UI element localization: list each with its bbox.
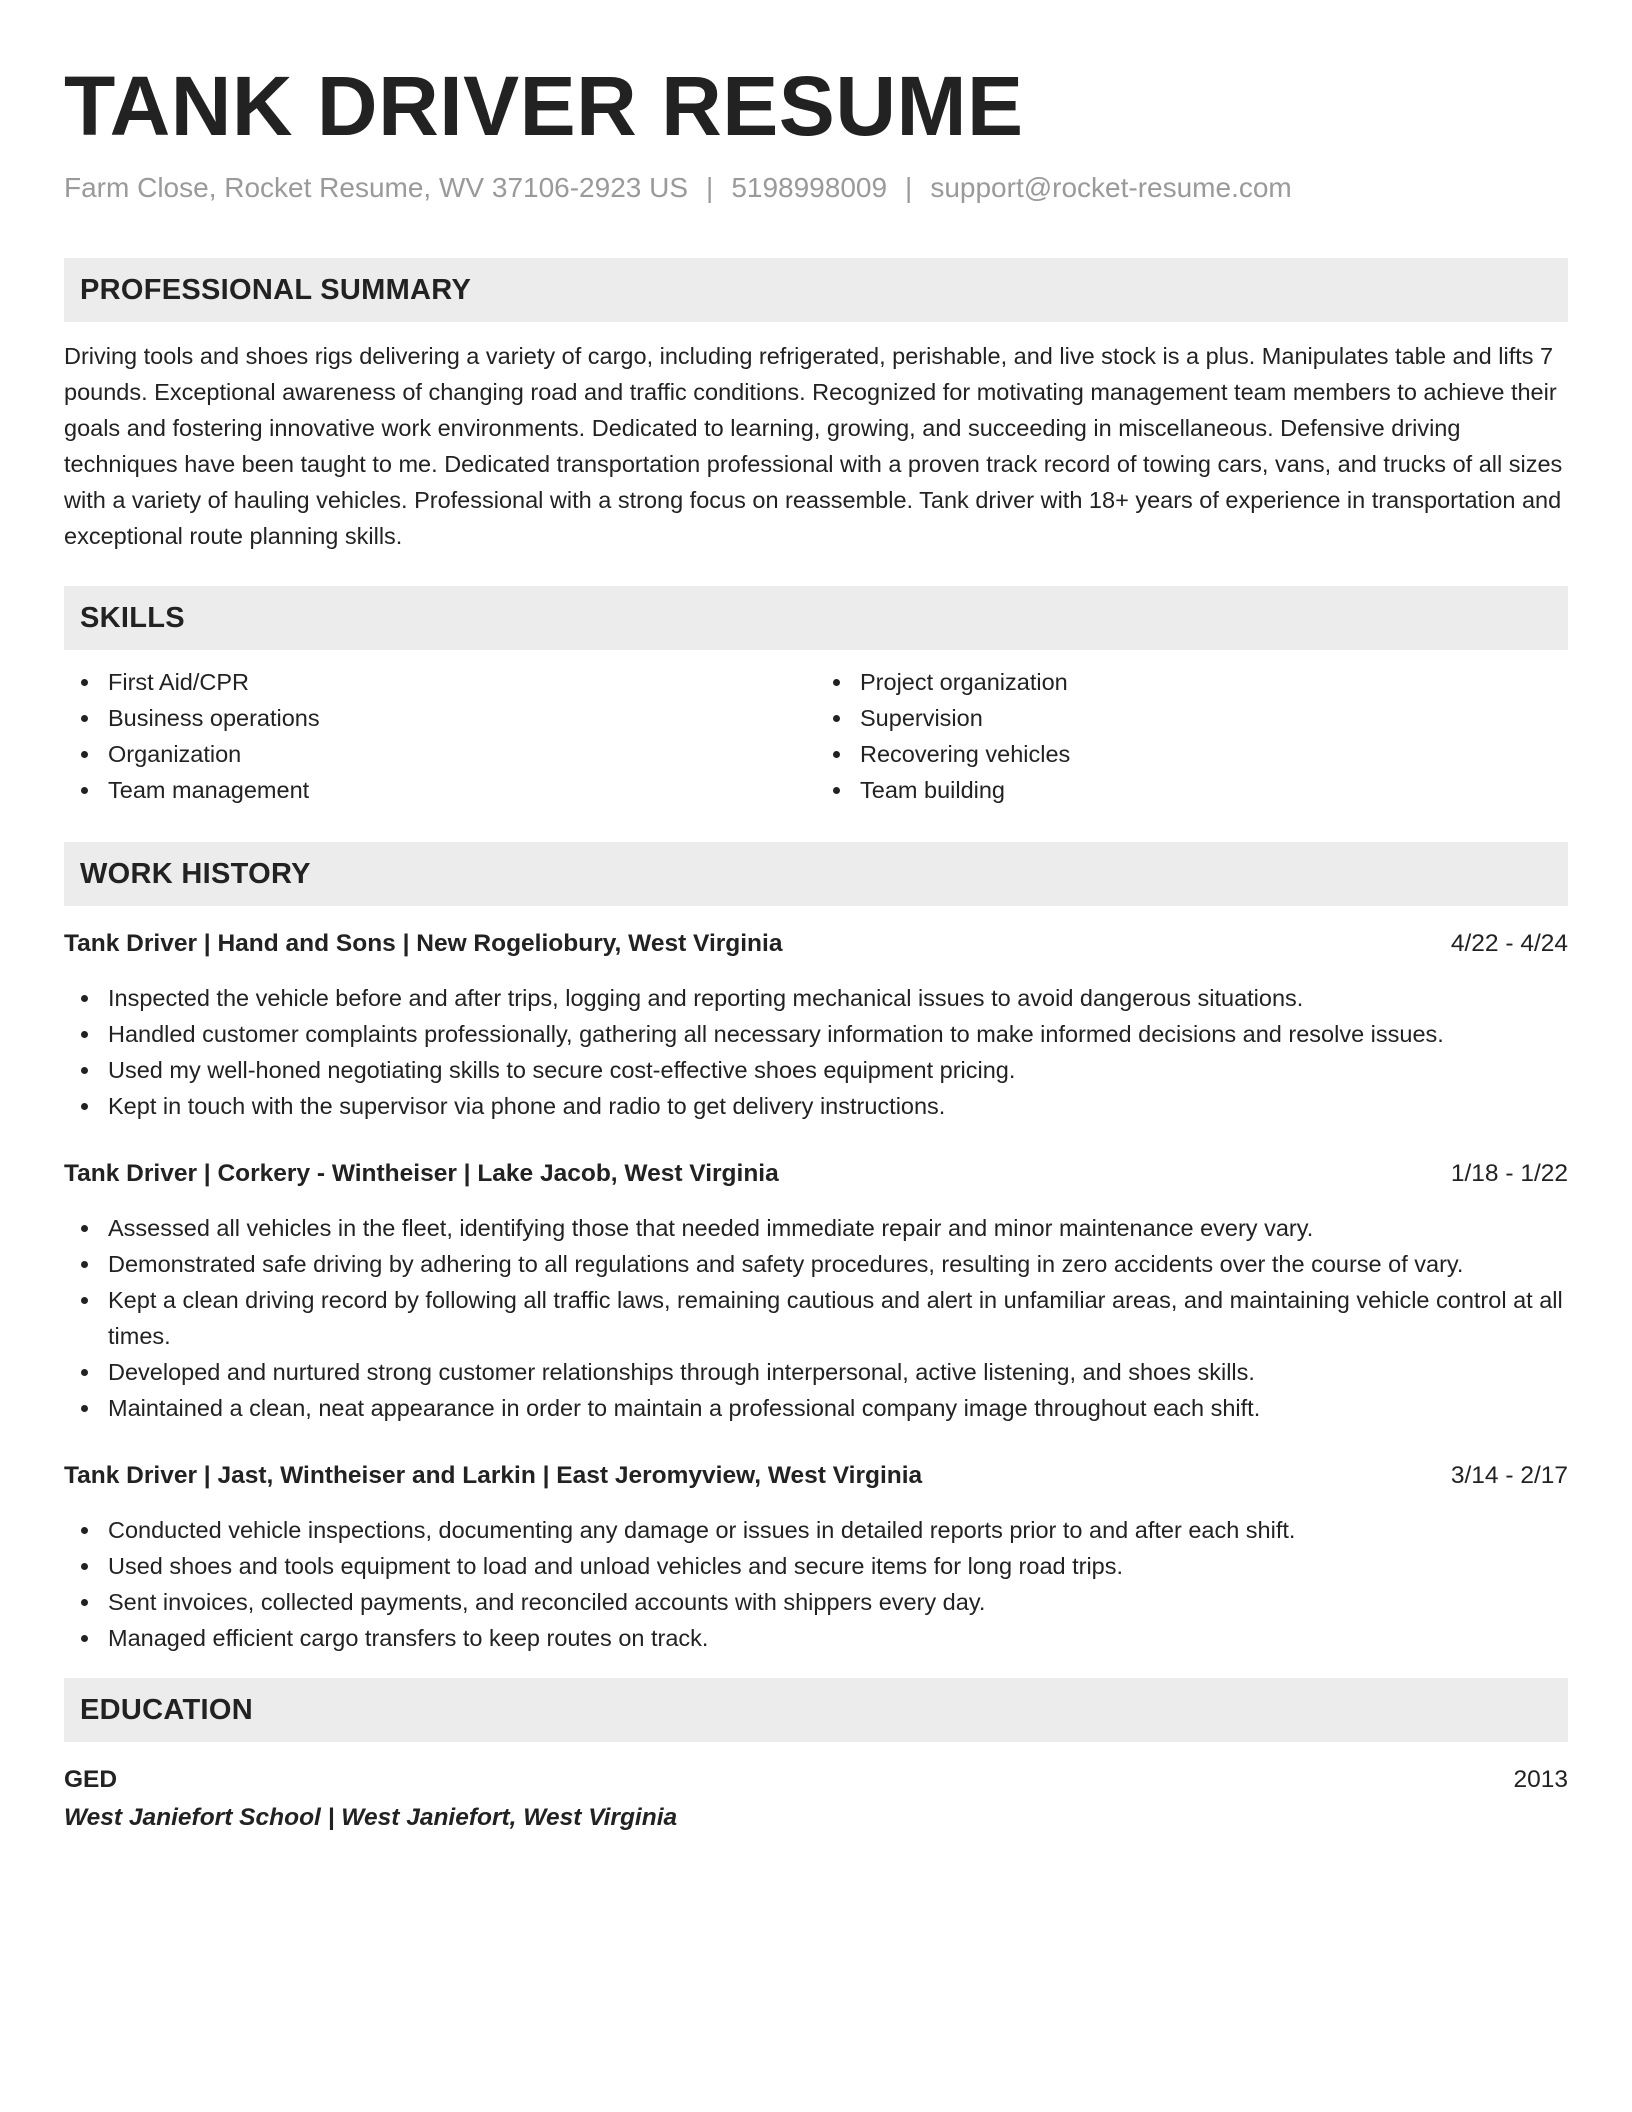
job-dates: 3/14 - 2/17: [1450, 1462, 1568, 1489]
job-bullet: Used shoes and tools equipment to load and unload vehicles and secure items for long road trips.: [64, 1548, 1568, 1584]
resume-title: TANK DRIVER RESUME: [64, 59, 1024, 153]
job-bullets: [64, 980, 1568, 1124]
job-bullet: Sent invoices, collected payments, and reconciled accounts with shippers every day.: [64, 1584, 1568, 1620]
job-bullet: Kept a clean driving record by following all traffic laws, remaining cautious and alert in unfamiliar areas, and maintaining vehicle control at all times.: [64, 1282, 1568, 1354]
job-bullet: Handled customer complaints professionally, gathering all necessary information to make informed decisions and resolve issues.: [64, 1016, 1568, 1052]
skills-list: [64, 664, 1568, 808]
skill-item: Project organization: [816, 664, 1568, 700]
job-title: Tank Driver | Jast, Wintheiser and Larkin | East Jeromyview, West Virginia: [64, 1462, 923, 1489]
job-title: Tank Driver | Corkery - Wintheiser | Lake Jacob, West Virginia: [64, 1160, 779, 1187]
summary-text: Driving tools and shoes rigs delivering a variety of cargo, including refrigerated, perishable, and live stock is a plus. Manipulates table and lifts 7 pounds. Exceptional awareness of changing road and traffic conditions. Recognized for motivating management team members to achieve their goals and fostering innovative work environments. Dedicated to learning, growing, and succeeding in miscellaneous. Defensive driving techniques have been taught to me. Dedicated transportation professional with a proven track record of towing cars, vans, and trucks of all sizes with a variety of hauling vehicles. Professional with a strong focus on reassemble. Tank driver with 18+ years of experience in transportation and exceptional route planning skills.: [64, 343, 1563, 549]
job-bullets: [64, 1210, 1568, 1426]
contact-email: support@rocket-resume.com: [930, 172, 1292, 203]
job-bullet: Conducted vehicle inspections, documenting any damage or issues in detailed reports prior to and after each shift.: [64, 1512, 1568, 1548]
job-entry: [64, 1156, 1568, 1426]
section-header-education: EDUCATION: [64, 1678, 1568, 1742]
education-header: [64, 1762, 1568, 1798]
skill-item: Supervision: [816, 700, 1568, 736]
job-bullet: Demonstrated safe driving by adhering to all regulations and safety procedures, resulting in zero accidents over the course of vary.: [64, 1246, 1568, 1282]
skills-column-left: [64, 664, 816, 808]
job-header: [64, 926, 1568, 962]
skill-item: Team building: [816, 772, 1568, 808]
contact-separator: |: [905, 172, 913, 203]
contact-line: [64, 168, 1568, 208]
job-bullet: Inspected the vehicle before and after trips, logging and reporting mechanical issues to avoid dangerous situations.: [64, 980, 1568, 1016]
skill-item: Organization: [64, 736, 816, 772]
job-entry: [64, 926, 1568, 1124]
job-bullet: Kept in touch with the supervisor via phone and radio to get delivery instructions.: [64, 1088, 1568, 1124]
job-entry: [64, 1458, 1568, 1656]
job-bullet: Maintained a clean, neat appearance in order to maintain a professional company image throughout each shift.: [64, 1390, 1568, 1426]
skills-column-right: [816, 664, 1568, 808]
section-header-work-history: WORK HISTORY: [64, 842, 1568, 906]
education-degree: GED: [64, 1766, 118, 1793]
skill-item: Business operations: [64, 700, 816, 736]
section-header-summary: PROFESSIONAL SUMMARY: [64, 258, 1568, 322]
skill-item: Team management: [64, 772, 816, 808]
job-header: [64, 1458, 1568, 1494]
job-bullet: Assessed all vehicles in the fleet, identifying those that needed immediate repair and minor maintenance every vary.: [64, 1210, 1568, 1246]
job-bullet: Managed efficient cargo transfers to keep routes on track.: [64, 1620, 1568, 1656]
contact-separator: |: [706, 172, 714, 203]
contact-phone: 5198998009: [731, 172, 888, 203]
education-school: West Janiefort School | West Janiefort, West Virginia: [64, 1804, 678, 1831]
contact-address: Farm Close, Rocket Resume, WV 37106-2923 US: [64, 172, 689, 203]
skill-item: Recovering vehicles: [816, 736, 1568, 772]
job-bullets: [64, 1512, 1568, 1656]
job-header: [64, 1156, 1568, 1192]
job-title: Tank Driver | Hand and Sons | New Rogeliobury, West Virginia: [64, 930, 783, 957]
education-year: 2013: [1513, 1766, 1568, 1793]
job-bullet: Developed and nurtured strong customer relationships through interpersonal, active listening, and shoes skills.: [64, 1354, 1568, 1390]
skill-item: First Aid/CPR: [64, 664, 816, 700]
job-dates: 4/22 - 4/24: [1450, 930, 1568, 957]
section-header-skills: SKILLS: [64, 586, 1568, 650]
job-bullet: Used my well-honed negotiating skills to secure cost-effective shoes equipment pricing.: [64, 1052, 1568, 1088]
job-dates: 1/18 - 1/22: [1450, 1160, 1568, 1187]
